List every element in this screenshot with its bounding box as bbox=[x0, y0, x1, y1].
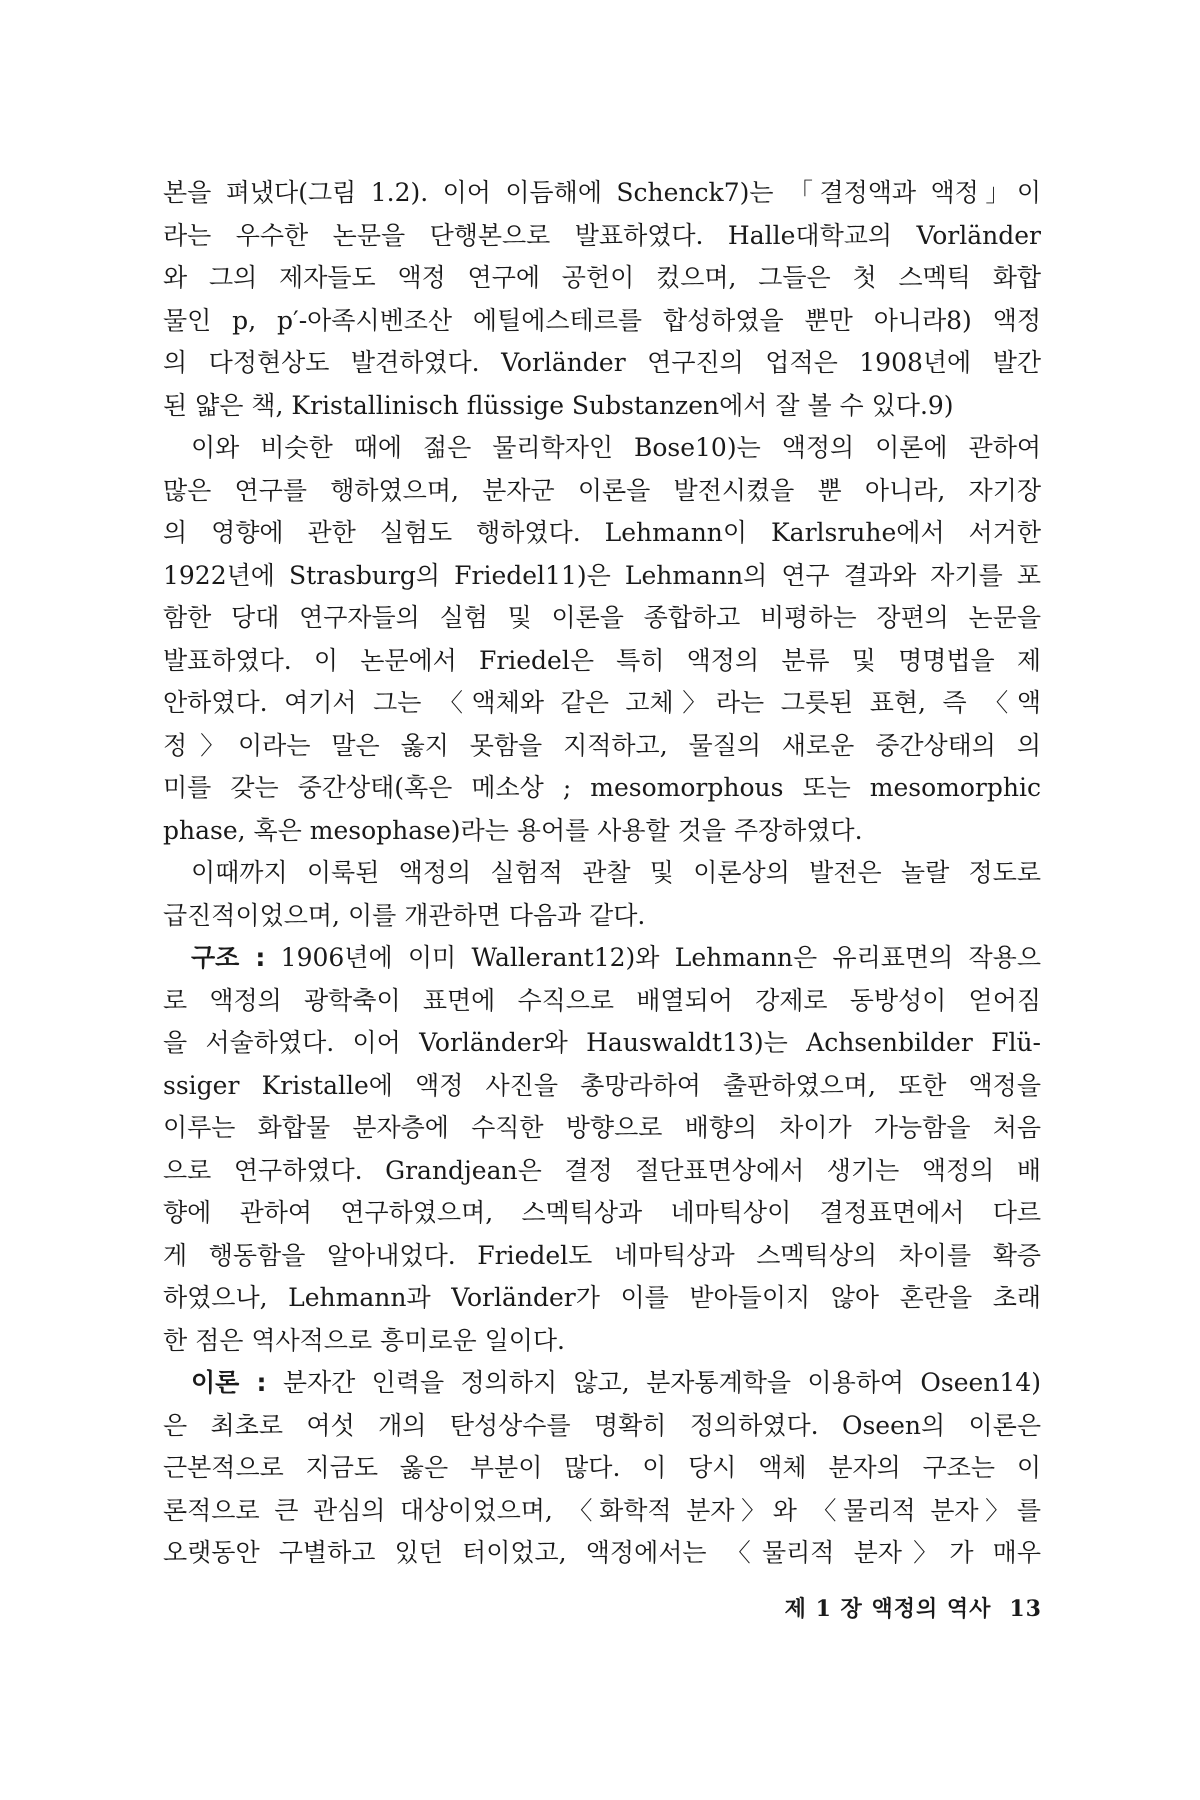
text-line: 으로 연구하였다. Grandjean은 결정 절단표면상에서 생기는 액정의 배 bbox=[163, 1155, 1041, 1185]
text-line: 근본적으로 지금도 옳은 부분이 많다. 이 당시 액체 분자의 구조는 이 bbox=[163, 1453, 1041, 1482]
text-line: 게 행동함을 알아내었다. Friedel도 네마틱상과 스멕틱상의 차이를 확증 bbox=[163, 1240, 1041, 1270]
text-line: 라는 우수한 논문을 단행본으로 발표하였다. Halle대학교의 Vorländer bbox=[163, 220, 1041, 250]
text-line: 이루는 화합물 분자층에 수직한 방향으로 배향의 차이가 가능함을 처음 bbox=[163, 1113, 1041, 1142]
text-run: 분자간 인력을 정의하지 않고, 분자통계학을 이용하여 Oseen14) bbox=[282, 1368, 1041, 1397]
text-line: 은 최초로 여섯 개의 탄성상수를 명확히 정의하였다. Oseen의 이론은 bbox=[163, 1410, 1041, 1440]
text-run: 1906년에 이미 Wallerant12)와 Lehmann은 유리표면의 작용으 bbox=[280, 943, 1041, 972]
text-line: ssiger Kristalle에 액정 사진을 총망라하여 출판하였으며, 또한 액정을 bbox=[163, 1070, 1041, 1100]
text-line: 물인 p, p′-아족시벤조산 에틸에스테르를 합성하였을 뿐만 아니라8) 액정 bbox=[163, 305, 1041, 335]
text-line: 을 서술하였다. 이어 Vorländer와 Hauswaldt13)는 Achsenbilder Flü- bbox=[163, 1028, 1041, 1057]
text-line: 1922년에 Strasburg의 Friedel11)은 Lehmann의 연구 결과와 자기를 포 bbox=[163, 560, 1041, 590]
text-line: 로 액정의 광학축이 표면에 수직으로 배열되어 강제로 동방성이 얻어짐 bbox=[163, 985, 1041, 1015]
text-line: 향에 관하여 연구하였으며, 스멕틱상과 네마틱상이 결정표면에서 다르 bbox=[163, 1198, 1041, 1227]
section-heading: 이론 : bbox=[191, 1368, 267, 1397]
paragraph-structure bbox=[163, 937, 1041, 1362]
paragraph-theory bbox=[163, 1362, 1041, 1575]
text-line: 안하였다. 여기서 그는 〈액체와 같은 고체〉라는 그릇된 표현, 즉 〈액 bbox=[163, 688, 1041, 717]
paragraph bbox=[163, 172, 1041, 427]
text-line bbox=[163, 937, 1041, 980]
text-line: 본을 펴냈다(그림 1.2). 이어 이듬해에 Schenck7)는 「결정액과 액정」이 bbox=[163, 178, 1041, 207]
text-line: 론적으로 큰 관심의 대상이었으며, 〈화학적 분자〉와 〈물리적 분자〉를 bbox=[163, 1495, 1041, 1525]
page-number: 13 bbox=[1009, 1596, 1042, 1622]
text-line: 오랫동안 구별하고 있던 터이었고, 액정에서는 〈물리적 분자〉가 매우 bbox=[163, 1538, 1041, 1567]
text-line: 함한 당대 연구자들의 실험 및 이론을 종합하고 비평하는 장편의 논문을 bbox=[163, 603, 1041, 632]
text-line: 이때까지 이룩된 액정의 실험적 관찰 및 이론상의 발전은 놀랄 정도로 bbox=[191, 858, 1041, 887]
text-line: 된 얇은 책, Kristallinisch flüssige Substanzen에서 잘 볼 수 있다.9) bbox=[163, 390, 954, 420]
text-line: 와 그의 제자들도 액정 연구에 공헌이 컸으며, 그들은 첫 스멕틱 화합 bbox=[163, 263, 1041, 292]
text-line: 발표하였다. 이 논문에서 Friedel은 특히 액정의 분류 및 명명법을 제 bbox=[163, 645, 1041, 675]
body-text bbox=[163, 172, 1041, 1575]
text-line: 한 점은 역사적으로 흥미로운 일이다. bbox=[163, 1325, 565, 1355]
chapter-title: 제 1 장 액정의 역사 bbox=[784, 1596, 992, 1622]
running-footer bbox=[785, 1592, 1042, 1623]
text-line: 급진적이었으며, 이를 개관하면 다음과 같다. bbox=[163, 900, 646, 930]
text-line: 의 다정현상도 발견하였다. Vorländer 연구진의 업적은 1908년에 발간 bbox=[163, 348, 1041, 377]
text-line: 많은 연구를 행하였으며, 분자군 이론을 발전시켰을 뿐 아니라, 자기장 bbox=[163, 475, 1041, 505]
paragraph bbox=[163, 427, 1041, 852]
text-line: 이와 비슷한 때에 젊은 물리학자인 Bose10)는 액정의 이론에 관하여 bbox=[191, 433, 1041, 462]
text-line: 정〉이라는 말은 옳지 못함을 지적하고, 물질의 새로운 중간상태의 의 bbox=[163, 730, 1041, 760]
section-heading: 구조 : bbox=[191, 943, 266, 972]
text-line: 의 영향에 관한 실험도 행하였다. Lehmann이 Karlsruhe에서 서거한 bbox=[163, 518, 1041, 547]
paragraph bbox=[163, 852, 1041, 937]
text-line bbox=[163, 1362, 1041, 1405]
text-line: phase, 혹은 mesophase)라는 용어를 사용할 것을 주장하였다. bbox=[163, 815, 863, 845]
text-line: 하였으나, Lehmann과 Vorländer가 이를 받아들이지 않아 혼란을 초래 bbox=[163, 1283, 1041, 1312]
text-line: 미를 갖는 중간상태(혹은 메소상 ; mesomorphous 또는 mesomorphic bbox=[163, 773, 1041, 802]
